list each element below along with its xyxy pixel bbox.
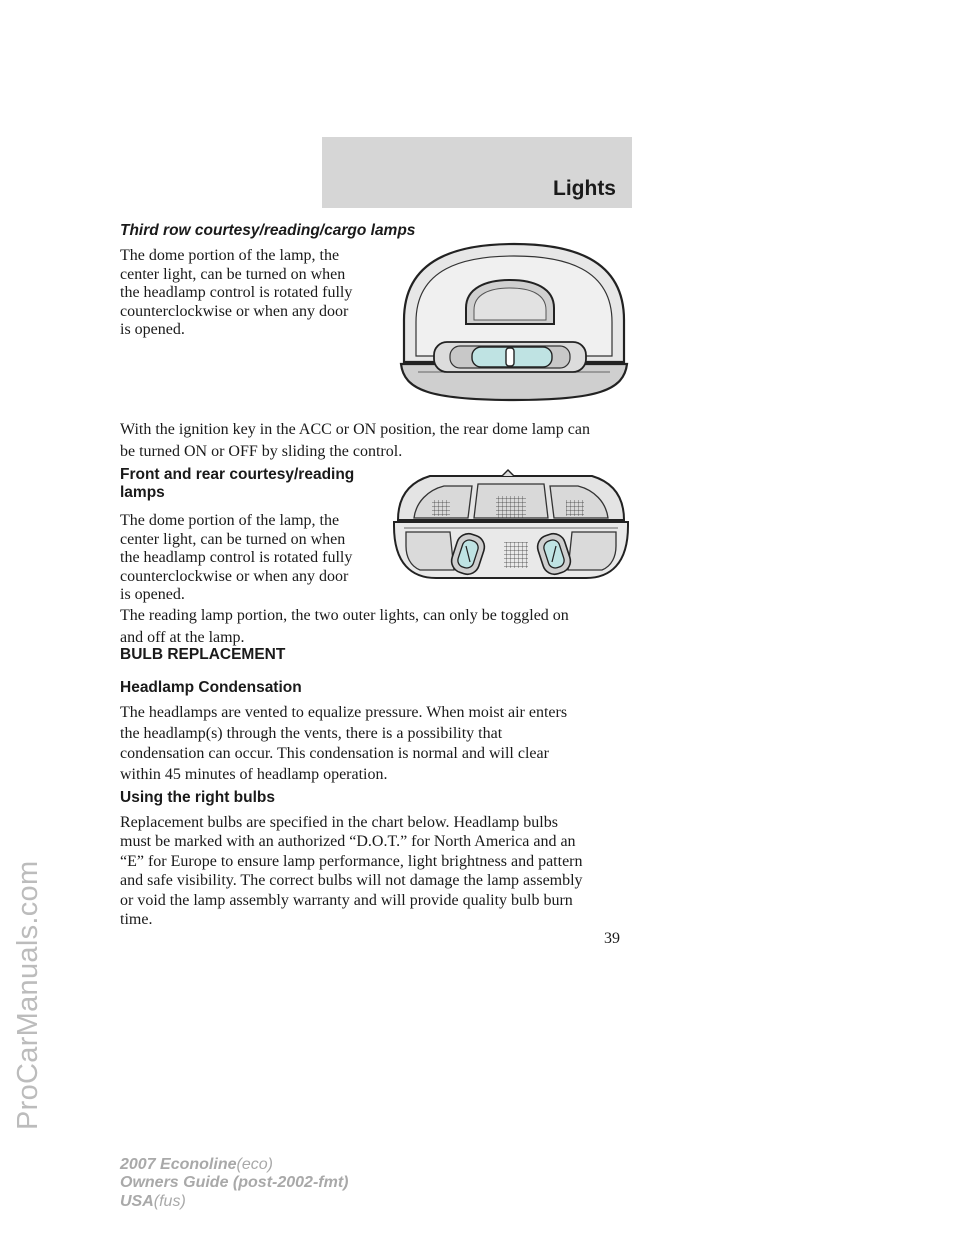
third-row-paragraph-2: With the ignition key in the ACC or ON position, the rear dome lamp can be turned ON or OFF by sliding the control. bbox=[120, 421, 590, 460]
third-row-lamp-illustration bbox=[398, 240, 630, 412]
section-title: Lights bbox=[553, 177, 616, 200]
condensation-heading: Headlamp Condensation bbox=[120, 679, 302, 696]
front-rear-heading: Front and rear courtesy/reading lamps bbox=[120, 466, 355, 501]
watermark: ProCarManuals.com bbox=[12, 860, 44, 1130]
page-number: 39 bbox=[604, 930, 620, 947]
front-rear-paragraph-1: The dome portion of the lamp, the center light, can be turned on when the headlamp control is rotated fully counterclockwise or when any door is opened. bbox=[120, 512, 353, 604]
third-row-heading: Third row courtesy/reading/cargo lamps bbox=[120, 222, 416, 239]
header-band bbox=[322, 137, 632, 208]
front-rear-paragraph-2: The reading lamp portion, the two outer lights, can only be toggled on and off at the lamp. bbox=[120, 607, 569, 646]
bulb-replacement-heading: BULB REPLACEMENT bbox=[120, 646, 286, 663]
third-row-paragraph-1: The dome portion of the lamp, the center light, can be turned on when the headlamp control is rotated fully counterclockwise or when any door is opened. bbox=[120, 247, 353, 339]
right-bulbs-heading: Using the right bulbs bbox=[120, 789, 275, 806]
footer: 2007 Econoline(eco) Owners Guide (post-2002-fmt) USA(fus) bbox=[120, 1156, 349, 1210]
front-rear-lamp-illustration bbox=[390, 466, 632, 586]
condensation-paragraph: The headlamps are vented to equalize pressure. When moist air enters the headlamp(s) through the vents, there is a possibility that condensation can occur. This condensation is normal and will clear within 45 minutes of headlamp operation. bbox=[120, 704, 568, 783]
right-bulbs-paragraph: Replacement bulbs are specified in the chart below. Headlamp bulbs must be marked with an authorized “D.O.T.” for North America and an “E” for Europe to ensure lamp performance, light brightness and pattern and safe visibility. The correct bulbs will not damage the lamp assembly or void the lamp assembly warranty and will provide quality bulb burn time. bbox=[120, 814, 583, 929]
